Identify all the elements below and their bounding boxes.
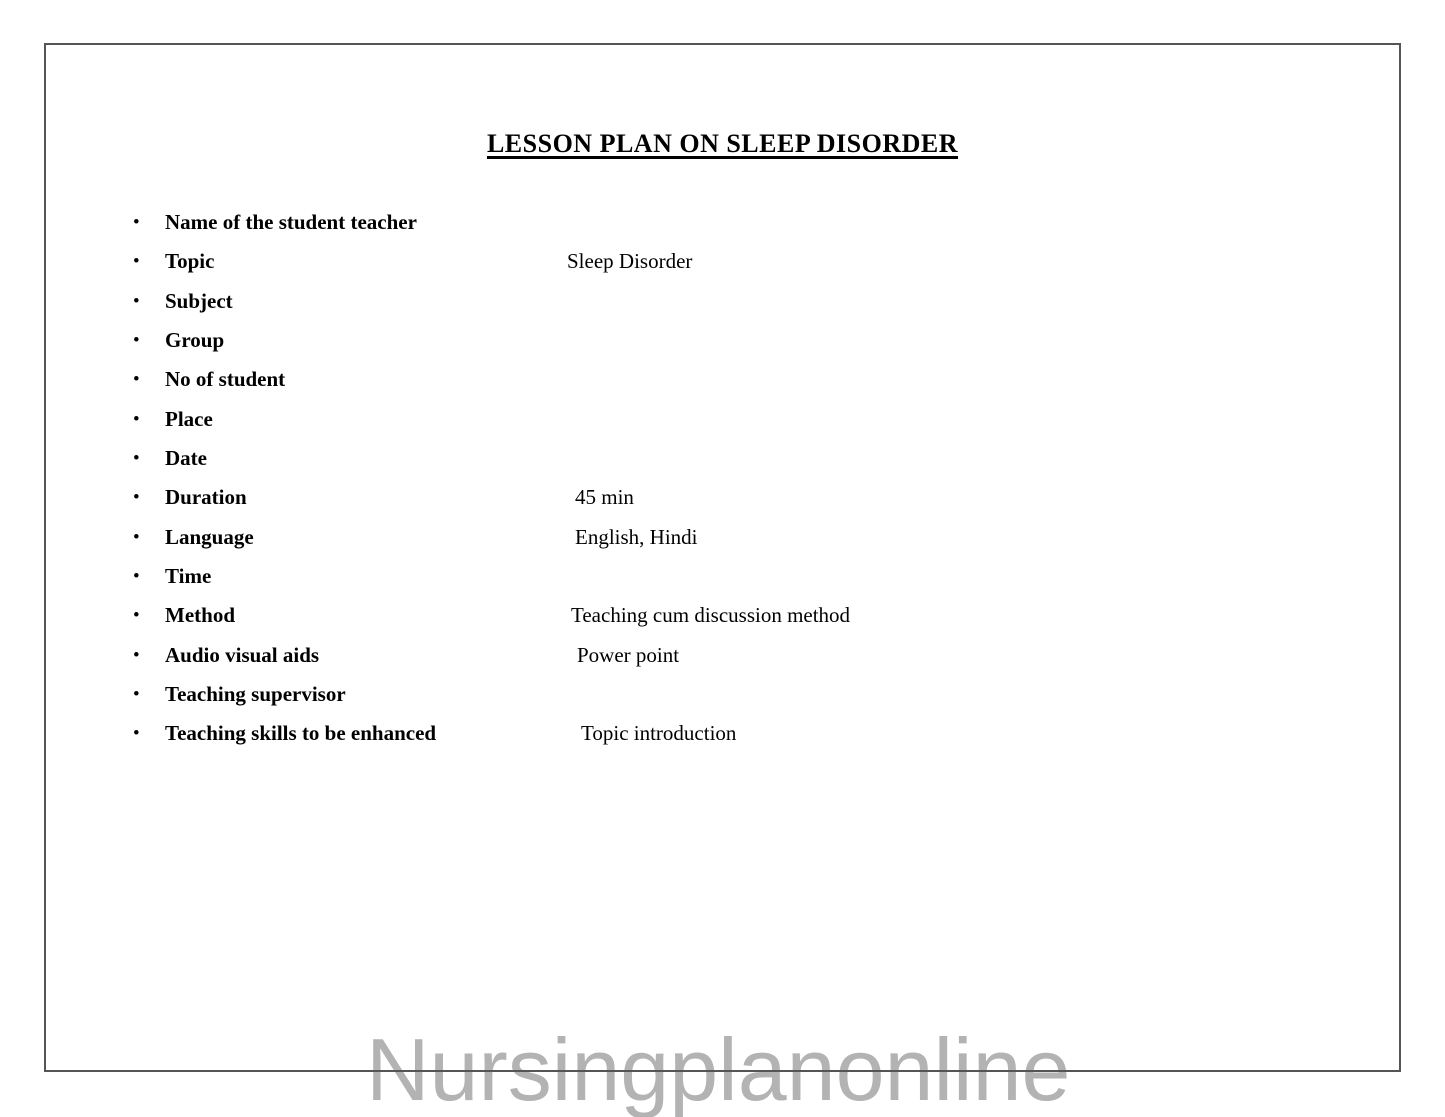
bullet-icon: • — [133, 723, 140, 745]
field-value: Topic introduction — [581, 721, 737, 746]
bullet-icon: • — [133, 684, 140, 706]
field-row — [44, 714, 1401, 753]
field-value: Sleep Disorder — [567, 249, 693, 274]
field-label: Language — [165, 524, 254, 549]
field-row — [44, 203, 1401, 242]
field-row — [44, 439, 1401, 478]
field-label: No of student — [165, 367, 286, 392]
bullet-icon: • — [133, 408, 140, 430]
bullet-icon: • — [133, 644, 140, 666]
field-value: English, Hindi — [575, 524, 698, 549]
field-label: Group — [165, 328, 225, 353]
field-value: Power point — [577, 642, 680, 667]
bullet-icon: • — [133, 290, 140, 312]
field-label: Duration — [165, 485, 247, 510]
field-label: Time — [165, 564, 212, 589]
field-row — [44, 321, 1401, 360]
field-row — [44, 675, 1401, 714]
field-label: Method — [165, 603, 235, 628]
page-content — [44, 43, 1401, 1072]
field-row — [44, 596, 1401, 635]
field-label: Topic — [165, 249, 215, 274]
field-value: 45 min — [575, 485, 634, 510]
bullet-icon: • — [133, 330, 140, 352]
field-list — [44, 203, 1401, 754]
page-title: LESSON PLAN ON SLEEP DISORDER — [486, 129, 959, 158]
field-row — [44, 242, 1401, 281]
bullet-icon: • — [133, 605, 140, 627]
field-value: Teaching cum discussion method — [571, 603, 851, 628]
watermark-text: Nursingplanonline — [366, 1020, 1071, 1117]
bullet-icon: • — [133, 212, 140, 233]
bullet-icon: • — [133, 448, 140, 470]
field-label: Name of the student teacher — [165, 210, 417, 234]
field-row — [44, 360, 1401, 399]
field-row — [44, 478, 1401, 517]
field-row — [44, 557, 1401, 596]
bullet-icon: • — [133, 369, 140, 391]
field-label: Audio visual aids — [165, 642, 320, 667]
bullet-icon: • — [133, 566, 140, 588]
field-label: Teaching skills to be enhanced — [165, 721, 437, 746]
bullet-icon: • — [133, 251, 140, 273]
bullet-icon: • — [133, 487, 140, 509]
field-row — [44, 400, 1401, 439]
field-row — [44, 282, 1401, 321]
bullet-icon: • — [133, 526, 140, 548]
field-row — [44, 636, 1401, 675]
field-label: Subject — [165, 288, 233, 313]
field-label: Teaching supervisor — [165, 682, 346, 707]
field-label: Place — [165, 406, 213, 431]
field-row — [44, 518, 1401, 557]
field-label: Date — [165, 446, 207, 471]
